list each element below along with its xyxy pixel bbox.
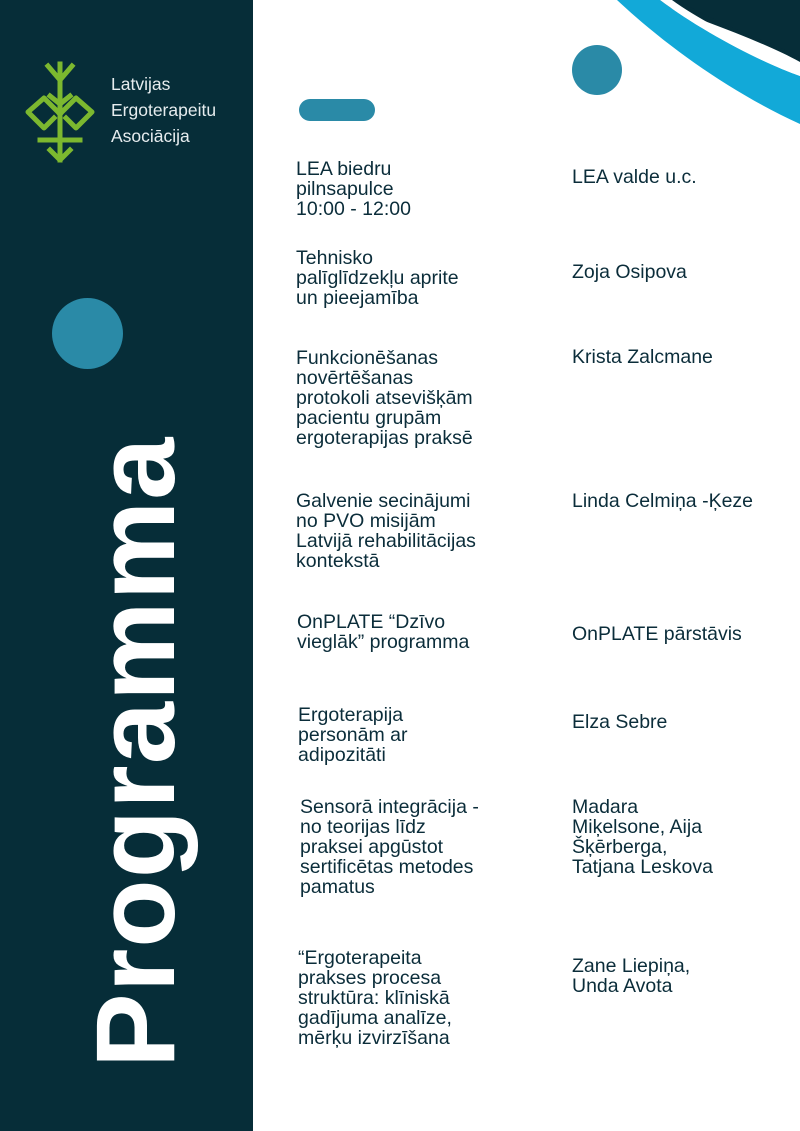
program-item-speaker [572, 712, 797, 732]
sidebar-panel [0, 0, 253, 1131]
program-item-topic [296, 159, 541, 219]
program-item-topic [298, 705, 543, 765]
topic-line: Latvijā rehabilitācijas [296, 530, 476, 552]
decorative-circle [572, 45, 622, 95]
topic-line: palīglīdzekļu aprite [296, 267, 459, 289]
speaker-line: Madara [572, 796, 639, 818]
program-item-speaker [572, 167, 797, 187]
topic-line: pilnsapulce [296, 178, 394, 200]
topic-line: “Ergoterapeita [298, 947, 422, 969]
speaker-line: Zoja Osipova [572, 261, 687, 283]
topic-line: no teorijas līdz [300, 816, 426, 838]
topic-line: sertificētas metodes [300, 856, 474, 878]
topic-line: struktūra: klīniskā [298, 987, 450, 1009]
decorative-circle [52, 298, 123, 369]
program-item-topic [296, 248, 541, 308]
topic-line: Ergoterapija [298, 704, 404, 726]
speaker-line: Elza Sebre [572, 711, 668, 733]
org-name-line: Ergoterapeitu [111, 100, 217, 120]
topic-line: mērķu izvirzīšana [298, 1027, 450, 1049]
topic-line: pamatus [300, 876, 375, 898]
topic-line: praksei apgūstot [300, 836, 444, 858]
topic-line: pacientu grupām [296, 407, 442, 429]
speaker-line: Zane Liepiņa, [572, 955, 691, 977]
speaker-line: Linda Celmiņa -Ķeze [572, 490, 754, 512]
program-item-speaker [572, 347, 797, 367]
speaker-line: Krista Zalcmane [572, 346, 713, 368]
speaker-line: LEA valde u.c. [572, 166, 697, 188]
speaker-line: Šķērberga, [572, 836, 668, 858]
org-name-line: Asociācija [111, 126, 190, 146]
speaker-line: OnPLATE pārstāvis [572, 623, 742, 645]
org-name-line: Latvijas [111, 74, 171, 94]
program-item-topic [296, 491, 541, 571]
topic-line: ergoterapijas praksē [296, 427, 473, 449]
program-item-topic [297, 612, 542, 652]
topic-line: adipozitāti [298, 744, 386, 766]
page-title: Programma [73, 436, 198, 1068]
topic-line: un pieejamība [296, 287, 419, 309]
speaker-line: Tatjana Leskova [572, 856, 713, 878]
speaker-line: Unda Avota [572, 975, 673, 997]
topic-line: LEA biedru [296, 158, 392, 180]
topic-line: prakses procesa [298, 967, 442, 989]
topic-line: gadījuma analīze, [298, 1007, 452, 1029]
topic-line: novērtēšanas [296, 367, 414, 389]
program-item-speaker [572, 624, 797, 644]
topic-line: OnPLATE “Dzīvo [297, 611, 446, 633]
topic-line: vieglāk” programma [297, 631, 470, 653]
program-item-topic [300, 797, 545, 897]
topic-line: kontekstā [296, 550, 380, 572]
program-item-topic [298, 948, 543, 1048]
topic-line: personām ar [298, 724, 408, 746]
topic-line: Funkcionēšanas [296, 347, 439, 369]
topic-line: Tehnisko [296, 247, 373, 269]
organization-name [111, 71, 216, 149]
program-item-speaker [572, 956, 797, 996]
topic-line: no PVO misijām [296, 510, 436, 532]
topic-line: 10:00 - 12:00 [296, 198, 411, 220]
logo-icon [18, 60, 102, 169]
topic-line: Galvenie secinājumi [296, 490, 471, 512]
program-item-topic [296, 348, 541, 448]
program-item-speaker [572, 797, 797, 877]
decorative-pill [299, 99, 375, 121]
program-item-speaker [572, 262, 797, 282]
program-item-speaker [572, 491, 797, 511]
page-title-container [73, 398, 198, 1068]
topic-line: Sensorā integrācija - [300, 796, 479, 818]
topic-line: protokoli atsevišķām [296, 387, 473, 409]
speaker-line: Miķelsone, Aija [572, 816, 703, 838]
